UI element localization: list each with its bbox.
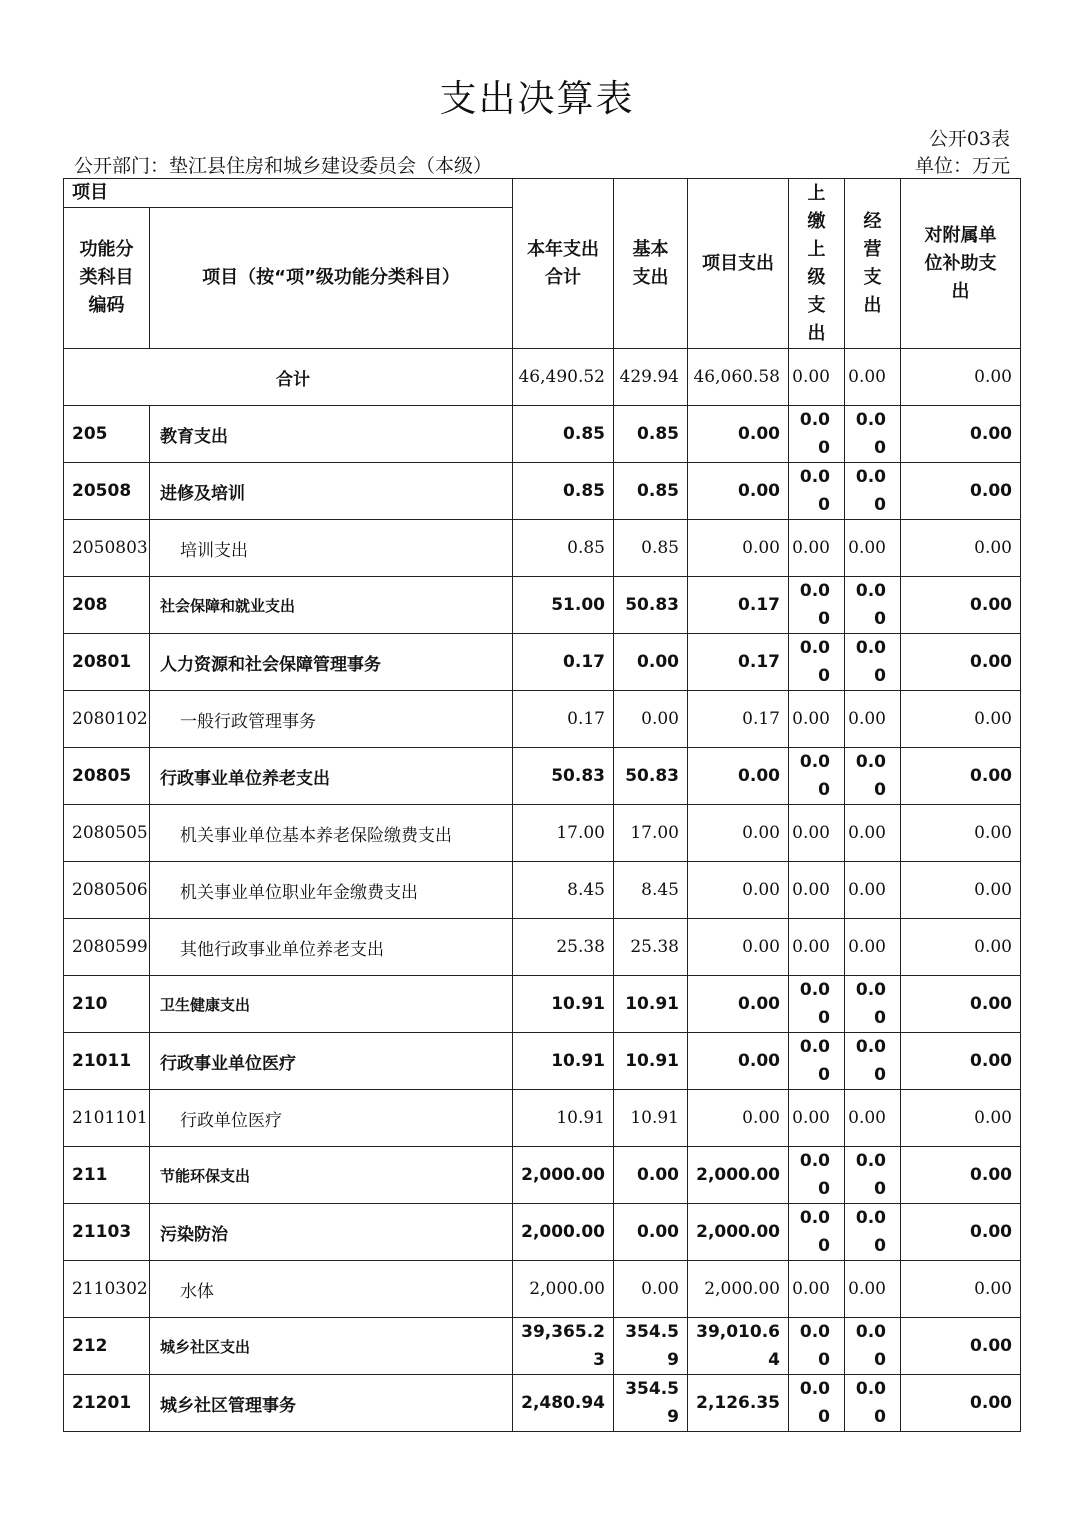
upper-cell: 0.00 (789, 691, 845, 748)
upper-cell: 0.00 (789, 577, 845, 634)
operating-cell: 0.00 (845, 1033, 901, 1090)
header-upper-remittance: 上缴上级支出 (789, 179, 845, 349)
basic-cell: 8.45 (614, 862, 688, 919)
name-cell: 行政单位医疗 (150, 1090, 513, 1147)
name-cell: 进修及培训 (150, 463, 513, 520)
name-cell: 一般行政管理事务 (150, 691, 513, 748)
table-number: 公开03表 (928, 128, 1010, 150)
total-cell: 8.45 (513, 862, 614, 919)
project-expenditure-cell: 2,000.00 (688, 1204, 789, 1261)
total-cell: 46,490.52 (513, 349, 614, 406)
subsidy-cell: 0.00 (901, 1375, 1021, 1432)
subsidy-cell: 0.00 (901, 634, 1021, 691)
table-row (64, 1147, 1021, 1204)
expenditure-table (63, 178, 1021, 1432)
project-expenditure-cell: 0.00 (688, 1033, 789, 1090)
header-subsidy: 对附属单位补助支出 (901, 179, 1021, 349)
code-cell: 20508 (64, 463, 150, 520)
code-cell: 210 (64, 976, 150, 1033)
name-cell: 培训支出 (150, 520, 513, 577)
subsidy-cell: 0.00 (901, 1147, 1021, 1204)
operating-cell: 0.00 (845, 805, 901, 862)
operating-cell: 0.00 (845, 976, 901, 1033)
total-cell: 0.17 (513, 691, 614, 748)
basic-cell: 0.85 (614, 463, 688, 520)
code-cell: 20805 (64, 748, 150, 805)
upper-cell: 0.00 (789, 748, 845, 805)
operating-cell: 0.00 (845, 1261, 901, 1318)
operating-cell: 0.00 (845, 349, 901, 406)
table-row (64, 1033, 1021, 1090)
table-row (64, 919, 1021, 976)
subsidy-cell: 0.00 (901, 520, 1021, 577)
total-cell: 0.85 (513, 406, 614, 463)
code-cell: 21103 (64, 1204, 150, 1261)
table-row (64, 577, 1021, 634)
operating-cell: 0.00 (845, 748, 901, 805)
table-row (64, 1375, 1021, 1432)
basic-cell: 50.83 (614, 577, 688, 634)
total-cell: 2,480.94 (513, 1375, 614, 1432)
code-cell: 20801 (64, 634, 150, 691)
basic-cell: 429.94 (614, 349, 688, 406)
upper-cell: 0.00 (789, 1204, 845, 1261)
table-row (64, 862, 1021, 919)
name-cell: 行政事业单位养老支出 (150, 748, 513, 805)
total-cell: 0.85 (513, 463, 614, 520)
upper-cell: 0.00 (789, 1147, 845, 1204)
total-cell: 2,000.00 (513, 1261, 614, 1318)
operating-cell: 0.00 (845, 1375, 901, 1432)
basic-cell: 17.00 (614, 805, 688, 862)
code-cell: 21201 (64, 1375, 150, 1432)
upper-cell: 0.00 (789, 349, 845, 406)
name-cell: 教育支出 (150, 406, 513, 463)
upper-cell: 0.00 (789, 634, 845, 691)
operating-cell: 0.00 (845, 862, 901, 919)
upper-cell: 0.00 (789, 520, 845, 577)
operating-cell: 0.00 (845, 1318, 901, 1375)
name-cell: 节能环保支出 (150, 1147, 513, 1204)
table-row (64, 1261, 1021, 1318)
subsidy-cell: 0.00 (901, 577, 1021, 634)
project-expenditure-cell: 0.00 (688, 805, 789, 862)
code-cell: 211 (64, 1147, 150, 1204)
basic-cell: 50.83 (614, 748, 688, 805)
operating-cell: 0.00 (845, 691, 901, 748)
project-expenditure-cell: 0.17 (688, 577, 789, 634)
total-cell: 17.00 (513, 805, 614, 862)
subsidy-cell: 0.00 (901, 862, 1021, 919)
basic-cell: 10.91 (614, 1090, 688, 1147)
upper-cell: 0.00 (789, 1090, 845, 1147)
header-total: 本年支出合计 (513, 179, 614, 349)
project-expenditure-cell: 0.00 (688, 463, 789, 520)
name-cell: 机关事业单位基本养老保险缴费支出 (150, 805, 513, 862)
code-cell: 2101101 (64, 1090, 150, 1147)
header-code: 功能分类科目编码 (64, 208, 150, 349)
upper-cell: 0.00 (789, 805, 845, 862)
basic-cell: 10.91 (614, 976, 688, 1033)
upper-cell: 0.00 (789, 1033, 845, 1090)
subsidy-cell: 0.00 (901, 976, 1021, 1033)
total-cell: 10.91 (513, 1090, 614, 1147)
subsidy-cell: 0.00 (901, 691, 1021, 748)
project-expenditure-cell: 0.17 (688, 691, 789, 748)
total-cell: 0.17 (513, 634, 614, 691)
subsidy-cell: 0.00 (901, 919, 1021, 976)
upper-cell: 0.00 (789, 976, 845, 1033)
subsidy-cell: 0.00 (901, 1204, 1021, 1261)
total-row (64, 349, 1021, 406)
code-cell: 2080599 (64, 919, 150, 976)
code-cell: 21011 (64, 1033, 150, 1090)
page-title: 支出决算表 (439, 77, 635, 120)
basic-cell: 10.91 (614, 1033, 688, 1090)
total-cell: 51.00 (513, 577, 614, 634)
header-basic: 基本支出 (614, 179, 688, 349)
project-expenditure-cell: 0.00 (688, 976, 789, 1033)
total-cell: 2,000.00 (513, 1147, 614, 1204)
subsidy-cell: 0.00 (901, 1318, 1021, 1375)
code-cell: 2080505 (64, 805, 150, 862)
subsidy-cell: 0.00 (901, 805, 1021, 862)
name-cell: 水体 (150, 1261, 513, 1318)
name-cell: 卫生健康支出 (150, 976, 513, 1033)
subsidy-cell: 0.00 (901, 463, 1021, 520)
upper-cell: 0.00 (789, 1318, 845, 1375)
project-expenditure-cell: 0.00 (688, 862, 789, 919)
operating-cell: 0.00 (845, 1090, 901, 1147)
basic-cell: 0.00 (614, 691, 688, 748)
table-row (64, 976, 1021, 1033)
table-row (64, 1090, 1021, 1147)
name-cell: 其他行政事业单位养老支出 (150, 919, 513, 976)
basic-cell: 0.00 (614, 1261, 688, 1318)
subsidy-cell: 0.00 (901, 1033, 1021, 1090)
basic-cell: 354.59 (614, 1375, 688, 1432)
operating-cell: 0.00 (845, 577, 901, 634)
total-cell: 10.91 (513, 976, 614, 1033)
upper-cell: 0.00 (789, 1261, 845, 1318)
table-row (64, 1318, 1021, 1375)
upper-cell: 0.00 (789, 463, 845, 520)
project-expenditure-cell: 0.00 (688, 748, 789, 805)
upper-cell: 0.00 (789, 406, 845, 463)
total-label: 合计 (64, 349, 513, 406)
name-cell: 污染防治 (150, 1204, 513, 1261)
code-cell: 2080506 (64, 862, 150, 919)
operating-cell: 0.00 (845, 919, 901, 976)
name-cell: 人力资源和社会保障管理事务 (150, 634, 513, 691)
operating-cell: 0.00 (845, 463, 901, 520)
basic-cell: 0.00 (614, 1147, 688, 1204)
total-cell: 50.83 (513, 748, 614, 805)
operating-cell: 0.00 (845, 1204, 901, 1261)
header-operating: 经营支出 (845, 179, 901, 349)
code-cell: 208 (64, 577, 150, 634)
basic-cell: 0.00 (614, 1204, 688, 1261)
name-cell: 城乡社区支出 (150, 1318, 513, 1375)
table-row (64, 463, 1021, 520)
basic-cell: 25.38 (614, 919, 688, 976)
code-cell: 205 (64, 406, 150, 463)
unit-label: 单位：万元 (914, 155, 1010, 177)
code-cell: 2110302 (64, 1261, 150, 1318)
project-expenditure-cell: 0.00 (688, 406, 789, 463)
project-expenditure-cell: 46,060.58 (688, 349, 789, 406)
operating-cell: 0.00 (845, 520, 901, 577)
project-expenditure-cell: 0.00 (688, 919, 789, 976)
subsidy-cell: 0.00 (901, 1261, 1021, 1318)
total-cell: 2,000.00 (513, 1204, 614, 1261)
table-row (64, 634, 1021, 691)
table-row (64, 691, 1021, 748)
subsidy-cell: 0.00 (901, 1090, 1021, 1147)
department-label: 公开部门：垫江县住房和城乡建设委员会（本级） (74, 155, 493, 177)
project-expenditure-cell: 39,010.64 (688, 1318, 789, 1375)
name-cell: 社会保障和就业支出 (150, 577, 513, 634)
total-cell: 25.38 (513, 919, 614, 976)
header-name: 项目（按“项”级功能分类科目） (150, 208, 513, 349)
subsidy-cell: 0.00 (901, 406, 1021, 463)
total-cell: 10.91 (513, 1033, 614, 1090)
project-expenditure-cell: 0.00 (688, 1090, 789, 1147)
header-project-expenditure: 项目支出 (688, 179, 789, 349)
header-project: 项目 (64, 179, 513, 208)
code-cell: 212 (64, 1318, 150, 1375)
table-row (64, 1204, 1021, 1261)
basic-cell: 354.59 (614, 1318, 688, 1375)
code-cell: 2080102 (64, 691, 150, 748)
upper-cell: 0.00 (789, 862, 845, 919)
subsidy-cell: 0.00 (901, 748, 1021, 805)
table-row (64, 748, 1021, 805)
upper-cell: 0.00 (789, 919, 845, 976)
name-cell: 城乡社区管理事务 (150, 1375, 513, 1432)
total-cell: 39,365.23 (513, 1318, 614, 1375)
total-cell: 0.85 (513, 520, 614, 577)
project-expenditure-cell: 0.17 (688, 634, 789, 691)
project-expenditure-cell: 2,000.00 (688, 1261, 789, 1318)
basic-cell: 0.00 (614, 634, 688, 691)
table-row (64, 520, 1021, 577)
name-cell: 机关事业单位职业年金缴费支出 (150, 862, 513, 919)
table-row (64, 805, 1021, 862)
operating-cell: 0.00 (845, 406, 901, 463)
project-expenditure-cell: 0.00 (688, 520, 789, 577)
project-expenditure-cell: 2,126.35 (688, 1375, 789, 1432)
operating-cell: 0.00 (845, 634, 901, 691)
table-row (64, 406, 1021, 463)
upper-cell: 0.00 (789, 1375, 845, 1432)
operating-cell: 0.00 (845, 1147, 901, 1204)
subsidy-cell: 0.00 (901, 349, 1021, 406)
code-cell: 2050803 (64, 520, 150, 577)
basic-cell: 0.85 (614, 406, 688, 463)
project-expenditure-cell: 2,000.00 (688, 1147, 789, 1204)
name-cell: 行政事业单位医疗 (150, 1033, 513, 1090)
basic-cell: 0.85 (614, 520, 688, 577)
